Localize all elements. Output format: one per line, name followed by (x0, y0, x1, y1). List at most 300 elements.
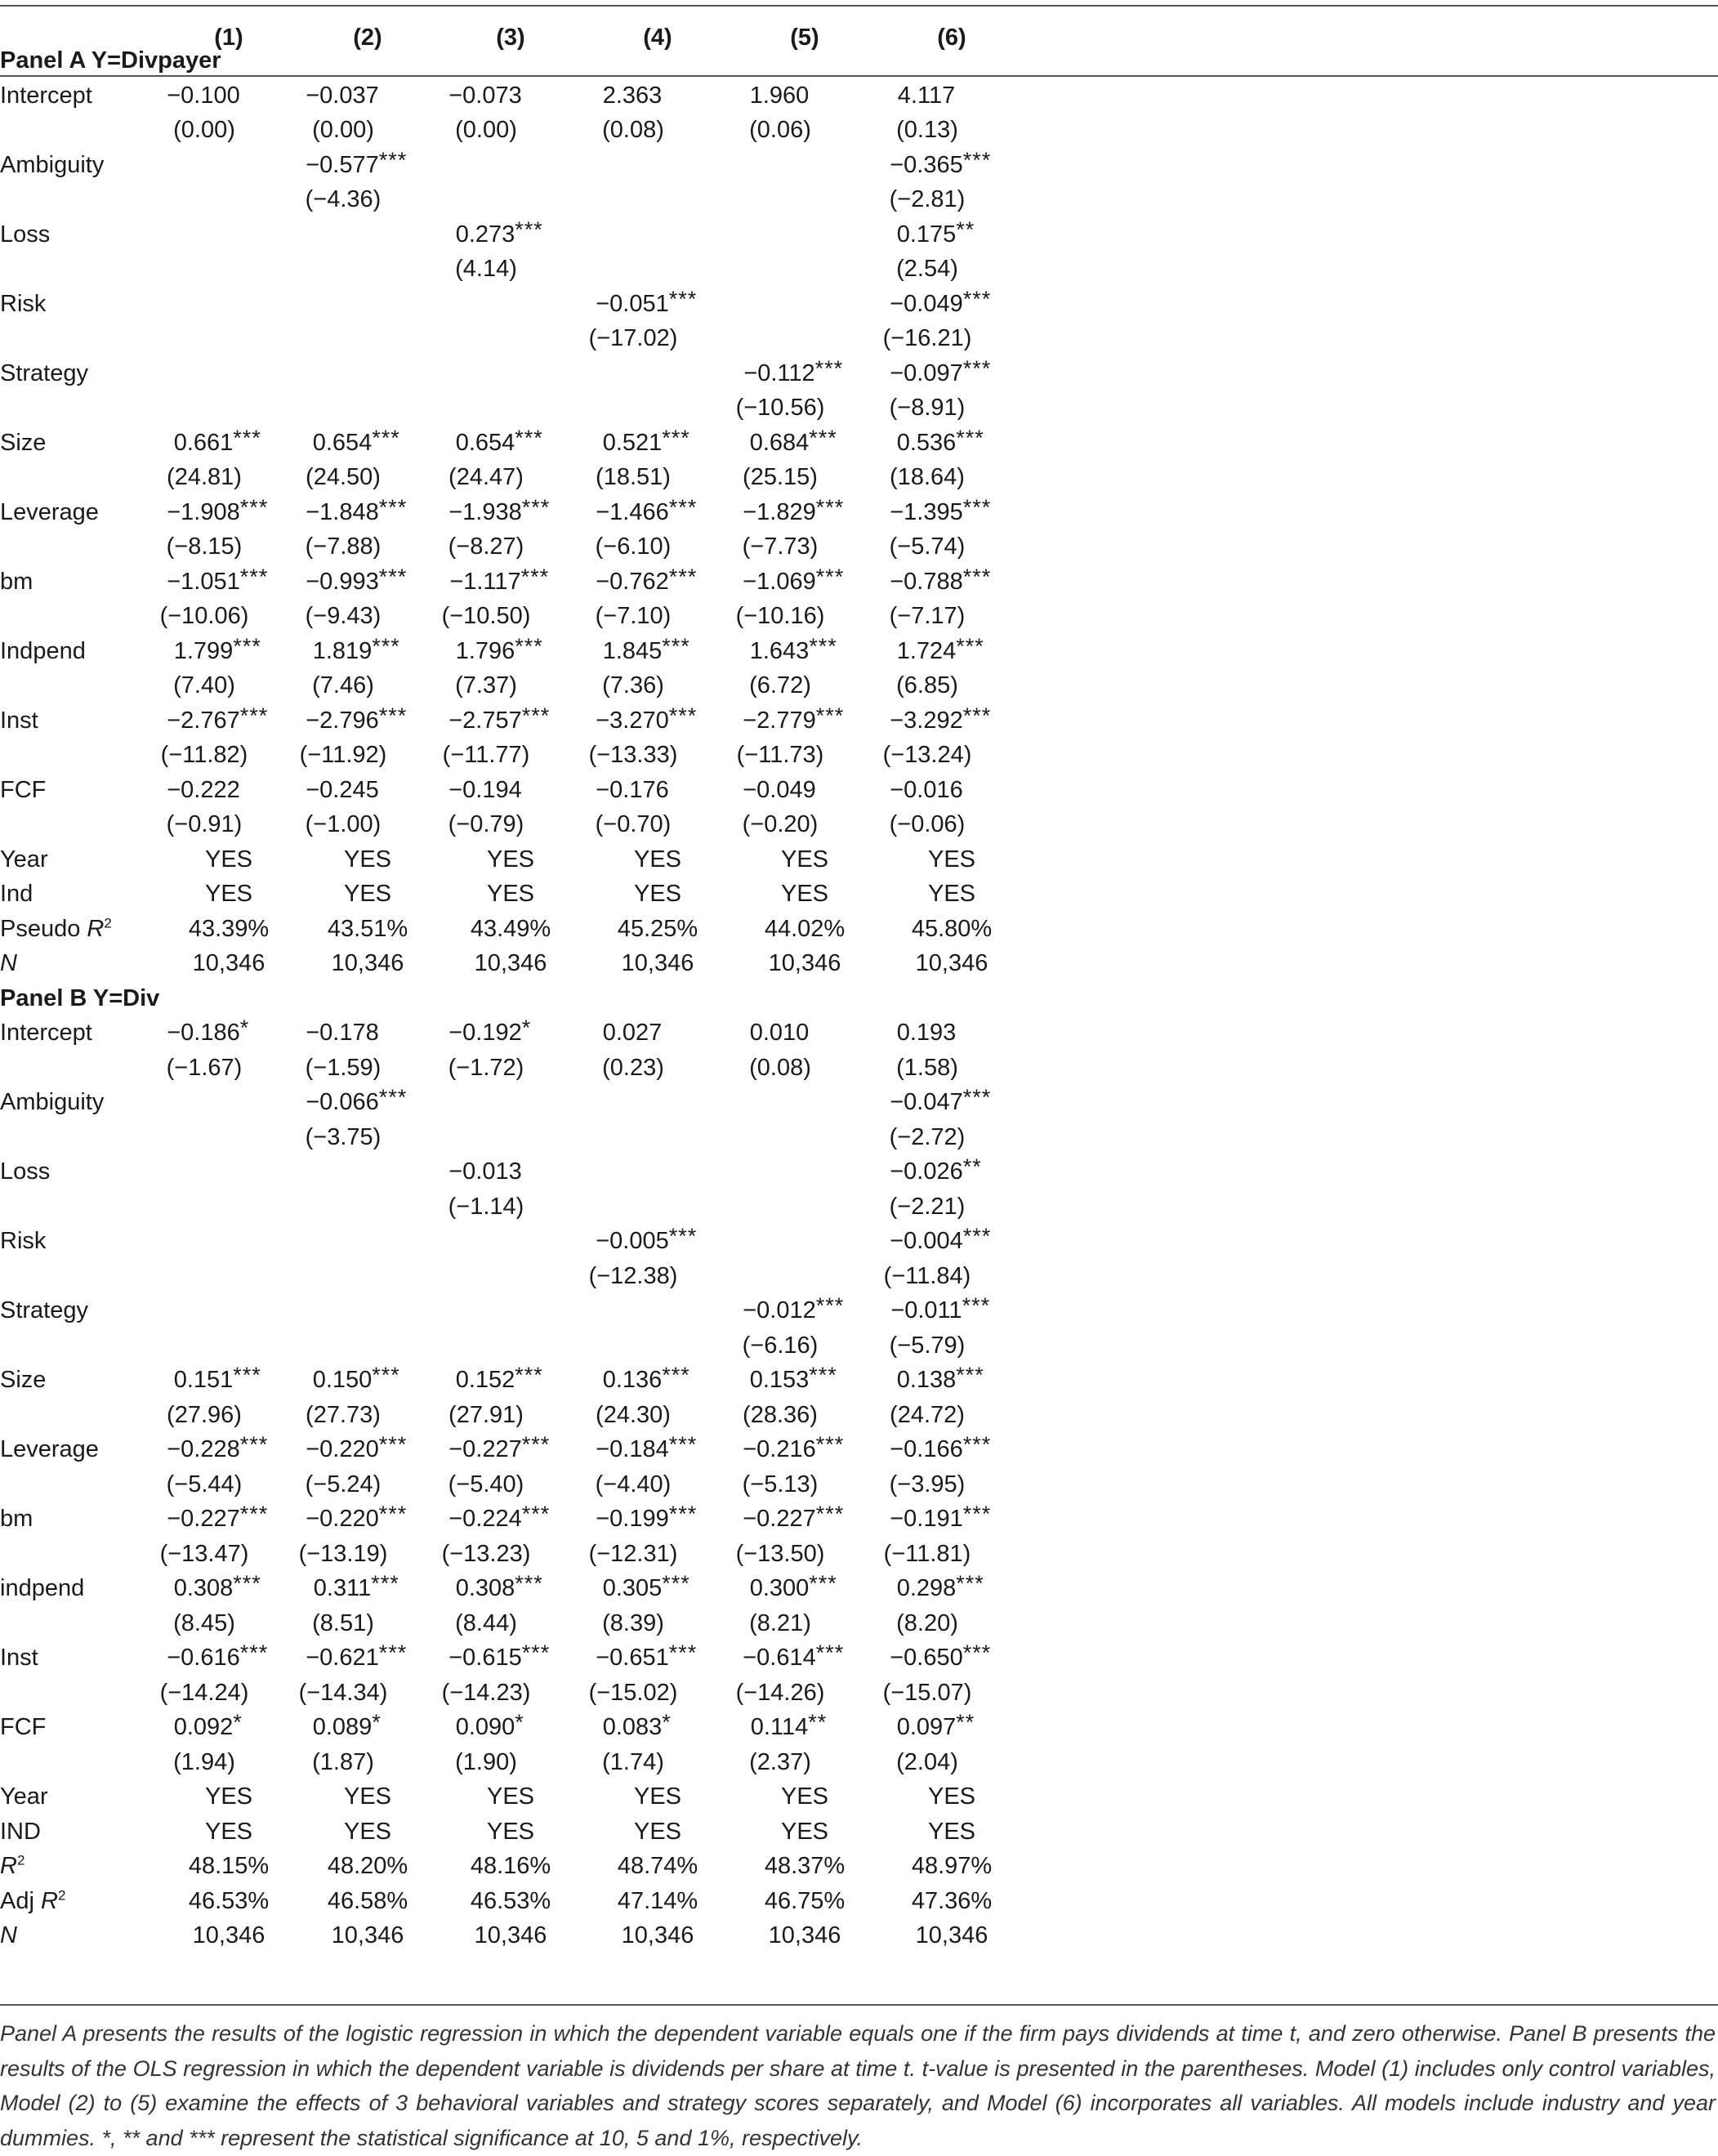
t-value-cell: (−7.17) (889, 603, 966, 629)
coefficient-value: 0.308 (455, 1575, 515, 1601)
coefficient-value: −0.227 (448, 1436, 522, 1462)
row-label-text: FCF (0, 776, 47, 803)
coefficient-value: −0.049 (890, 290, 963, 317)
summary-stat-cell: 46.53% (188, 1887, 270, 1914)
coefficient-value: 1.845 (602, 637, 663, 664)
coefficient-value: −2.779 (743, 707, 816, 734)
coefficient-value: −0.220 (306, 1436, 379, 1462)
coefficient-cell (829, 634, 1074, 668)
significance-stars: *** (668, 1432, 698, 1457)
significance-stars: *** (668, 1640, 698, 1665)
row-label-text: Size (0, 429, 47, 456)
summary-stat-cell: 48.97% (911, 1853, 993, 1879)
significance-stars: *** (668, 1224, 698, 1248)
coefficient-value: −0.993 (306, 568, 379, 595)
row-label-text: Inst (0, 707, 38, 734)
coefficient-cell (829, 773, 1074, 807)
summary-stat-cell: 48.20% (327, 1853, 408, 1879)
t-value-cell: (−7.88) (305, 533, 382, 560)
coefficient-cell (829, 1571, 1074, 1605)
t-value-cell: (8.20) (896, 1609, 958, 1636)
significance-stars: * (239, 1016, 250, 1040)
summary-stat-cell: YES (486, 1818, 535, 1845)
row-label (0, 1815, 41, 1849)
row-label (0, 1710, 46, 1744)
coefficient-cell (829, 287, 1074, 321)
significance-stars: *** (372, 1363, 400, 1387)
t-value-cell: (−12.38) (588, 1262, 678, 1289)
significance-stars: *** (233, 1571, 261, 1596)
summary-stat-cell: 10,346 (331, 1922, 404, 1948)
summary-stat-cell: 46.53% (470, 1887, 551, 1914)
coefficient-value: 0.027 (602, 1020, 663, 1046)
significance-stars: *** (378, 1640, 408, 1665)
significance-stars: *** (515, 633, 543, 658)
coefficient-cell (245, 148, 490, 182)
summary-stat-cell: YES (927, 846, 976, 873)
coefficient-cell (829, 1224, 1074, 1258)
t-value-cell: (−14.23) (441, 1679, 531, 1706)
t-value-cell: (2.04) (896, 1748, 958, 1775)
t-value-cell: (−2.72) (889, 1123, 966, 1150)
row-label-text: IND (0, 1818, 41, 1845)
row-label-text: Ambiguity (0, 1089, 105, 1115)
column-header: (1) (214, 25, 243, 51)
row-label (0, 217, 50, 252)
row-label-italic: R (40, 1887, 58, 1914)
t-value-cell: (−5.44) (166, 1471, 243, 1498)
coefficient-value: −0.228 (167, 1436, 240, 1462)
t-value-cell: (8.39) (602, 1609, 664, 1636)
significance-stars: *** (962, 355, 992, 381)
coefficient-cell (829, 1016, 1074, 1050)
t-value-cell: (4.14) (455, 256, 517, 282)
t-value-cell: (1.87) (312, 1748, 374, 1775)
row-label (0, 877, 33, 911)
summary-stat-cell: 48.16% (470, 1853, 551, 1879)
column-header: (5) (790, 25, 819, 51)
coefficient-value: 0.661 (173, 429, 234, 456)
significance-stars: *** (815, 703, 845, 728)
t-value-cell: (0.08) (749, 1054, 811, 1081)
table-footnote: Panel A presents the results of the logistic regression in which the dependent variable equals one if the firm pays dividends at time t, and zero otherwise. Panel B presents the results of the OLS regression in which the dependent variable is dividends per share at time t. t-value is presented in the parentheses. Model (1) includes only control variables, Model (2) to (5) examine the effects of 3 behavioral variables and strategy scores separately, and Model (6) incorporates all variables. All models include industry and year dummies. *, ** and *** represent the statistical significance at 10, 5 and 1%, respectively. (0, 2021, 1716, 2150)
significance-stars: *** (521, 1640, 551, 1665)
coefficient-cell (245, 1085, 490, 1119)
coefficient-value: −0.192 (448, 1020, 522, 1046)
table-top-rule (0, 5, 1718, 7)
row-label (0, 1224, 46, 1258)
coefficient-value: −0.615 (448, 1645, 522, 1671)
row-label (0, 78, 92, 113)
column-header: (6) (937, 25, 966, 51)
coefficient-value: −0.194 (448, 776, 522, 803)
coefficient-value: −1.395 (890, 498, 963, 525)
coefficient-value: 0.097 (896, 1714, 957, 1740)
row-label-text: Leverage (0, 498, 99, 525)
significance-stars: *** (239, 1432, 269, 1457)
significance-stars: *** (962, 1224, 992, 1248)
t-value-cell: (7.40) (173, 672, 235, 699)
coefficient-value: −0.227 (743, 1506, 816, 1532)
coefficient-value: −0.016 (890, 776, 963, 803)
row-label-text: Inst (0, 1645, 38, 1671)
row-label (0, 1571, 84, 1605)
t-value-cell: (25.15) (743, 464, 818, 490)
summary-stat-cell: 46.75% (764, 1887, 846, 1914)
coefficient-value: −0.616 (167, 1645, 240, 1671)
row-label-text: Adj (0, 1887, 41, 1914)
row-label (0, 1640, 38, 1675)
significance-stars: *** (520, 564, 550, 589)
significance-stars: *** (371, 1571, 399, 1596)
summary-stat-cell: YES (343, 881, 392, 907)
coefficient-value: 0.153 (749, 1367, 810, 1393)
row-label-text: bm (0, 568, 33, 595)
summary-stat-cell: 10,346 (192, 1922, 266, 1948)
t-value-cell: (−11.84) (883, 1262, 971, 1289)
coefficient-value: −0.227 (167, 1506, 240, 1532)
row-label-text: Loss (0, 1158, 51, 1185)
t-value-cell: (−11.81) (883, 1540, 971, 1567)
summary-stat-cell: YES (204, 1818, 253, 1845)
coefficient-value: −0.097 (890, 359, 963, 386)
row-label (0, 426, 46, 460)
significance-stars: *** (956, 633, 984, 658)
coefficient-value: −0.365 (890, 151, 963, 178)
row-label (0, 773, 46, 807)
t-value-cell: (−3.95) (889, 1471, 966, 1498)
significance-stars: *** (233, 425, 261, 450)
summary-stat-cell: 10,346 (474, 950, 547, 976)
significance-stars: * (233, 1710, 243, 1734)
t-value-cell: (27.73) (306, 1401, 381, 1428)
t-value-cell: (−13.33) (588, 742, 678, 768)
significance-stars: *** (515, 425, 543, 450)
t-value-cell: (0.13) (896, 117, 958, 143)
significance-stars: *** (815, 494, 845, 520)
summary-stat-cell: YES (204, 881, 253, 907)
t-value-cell: (−5.13) (742, 1471, 819, 1498)
t-value-cell: (−13.24) (882, 742, 972, 768)
coefficient-cell (829, 1710, 1074, 1744)
summary-stat-cell: 10,346 (621, 1922, 694, 1948)
significance-stars: * (515, 1710, 524, 1734)
t-value-cell: (24.50) (306, 464, 381, 490)
significance-stars: *** (662, 425, 690, 450)
t-value-cell: (−1.00) (305, 811, 382, 837)
row-label-superscript: 2 (57, 1886, 66, 1903)
coefficient-value: −2.796 (306, 707, 379, 734)
row-label (0, 1293, 88, 1328)
coefficient-cell (535, 1224, 780, 1258)
coefficient-cell (388, 1154, 633, 1189)
coefficient-cell (829, 1640, 1074, 1675)
t-value-cell: (−6.10) (595, 533, 672, 560)
t-value-cell: (−5.74) (889, 533, 966, 560)
coefficient-value: 0.654 (455, 429, 515, 456)
t-value-cell: (−1.67) (166, 1054, 243, 1081)
significance-stars: *** (962, 703, 992, 728)
coefficient-value: −0.004 (890, 1228, 963, 1254)
significance-stars: *** (962, 286, 992, 311)
coefficient-value: 0.114 (750, 1714, 809, 1740)
significance-stars: *** (372, 633, 400, 658)
significance-stars: ** (808, 1710, 828, 1734)
row-label-text: Year (0, 846, 48, 873)
t-value-cell: (18.64) (890, 464, 965, 490)
coefficient-value: −0.112 (743, 359, 815, 386)
t-value-cell: (−4.36) (305, 186, 382, 212)
summary-stat-cell: 43.51% (327, 915, 408, 942)
coefficient-value: 0.175 (896, 221, 957, 248)
coefficient-value: 2.363 (602, 82, 663, 109)
row-label-text: FCF (0, 1714, 47, 1740)
summary-stat-cell: 10,346 (621, 950, 694, 976)
row-label-text: Indpend (0, 637, 86, 664)
coefficient-value: −0.073 (448, 82, 522, 109)
t-value-cell: (24.72) (890, 1401, 965, 1428)
coefficient-value: −1.938 (448, 498, 522, 525)
t-value-cell: (24.30) (596, 1401, 671, 1428)
row-label-text: bm (0, 1506, 33, 1532)
coefficient-cell (829, 495, 1074, 529)
coefficient-value: −0.037 (306, 82, 379, 109)
significance-stars: *** (521, 494, 551, 520)
row-label-superscript: 2 (104, 914, 112, 931)
summary-stat-cell: 43.39% (188, 915, 270, 942)
t-value-cell: (−11.73) (736, 742, 824, 768)
coefficient-value: 0.300 (749, 1575, 810, 1601)
coefficient-value: 0.092 (173, 1714, 234, 1740)
significance-stars: *** (962, 1502, 992, 1526)
t-value-cell: (−0.06) (889, 811, 966, 837)
row-label (0, 703, 38, 738)
t-value-cell: (−6.16) (742, 1332, 819, 1359)
row-label-italic: R (0, 1853, 17, 1879)
summary-stat-cell: 10,346 (192, 950, 266, 976)
t-value-cell: (0.00) (312, 117, 374, 143)
significance-stars: *** (662, 1363, 690, 1387)
coefficient-value: −1.117 (449, 568, 521, 595)
t-value-cell: (−0.70) (595, 811, 672, 837)
coefficient-value: −1.848 (306, 498, 379, 525)
significance-stars: *** (662, 633, 690, 658)
significance-stars: *** (378, 564, 408, 589)
coefficient-value: −1.829 (743, 498, 816, 525)
coefficient-cell (829, 148, 1074, 182)
significance-stars: *** (962, 1293, 991, 1318)
row-label (0, 1502, 33, 1536)
t-value-cell: (7.46) (312, 672, 374, 699)
coefficient-value: −2.767 (167, 707, 240, 734)
t-value-cell: (−8.27) (448, 533, 524, 560)
t-value-cell: (−1.59) (305, 1054, 382, 1081)
t-value-cell: (−14.34) (298, 1679, 388, 1706)
row-label-text: Intercept (0, 82, 92, 109)
row-label-italic: R (87, 915, 105, 942)
coefficient-value: 1.643 (749, 637, 810, 664)
coefficient-cell (388, 217, 633, 252)
column-header: (4) (643, 25, 672, 51)
coefficient-value: 1.724 (896, 637, 957, 664)
significance-stars: *** (815, 1640, 845, 1665)
significance-stars: *** (668, 564, 698, 589)
coefficient-value: −1.069 (743, 568, 816, 595)
significance-stars: *** (372, 425, 400, 450)
t-value-cell: (−0.79) (448, 811, 524, 837)
summary-stat-cell: 48.74% (617, 1853, 698, 1879)
t-value-cell: (−17.02) (588, 325, 678, 351)
coefficient-value: −0.199 (596, 1506, 669, 1532)
summary-stat-cell: YES (633, 846, 682, 873)
coefficient-value: −0.614 (743, 1645, 816, 1671)
significance-stars: *** (239, 564, 269, 589)
t-value-cell: (−7.73) (742, 533, 819, 560)
t-value-cell: (6.72) (749, 672, 811, 699)
significance-stars: *** (809, 425, 837, 450)
t-value-cell: (24.47) (448, 464, 524, 490)
significance-stars: *** (378, 1432, 408, 1457)
coefficient-cell (829, 1085, 1074, 1119)
coefficient-cell (829, 703, 1074, 738)
significance-stars: *** (814, 355, 844, 381)
coefficient-value: 0.684 (749, 429, 810, 456)
coefficient-value: 0.083 (602, 1714, 663, 1740)
t-value-cell: (−12.31) (588, 1540, 678, 1567)
significance-stars: *** (668, 286, 698, 311)
row-label (0, 495, 99, 529)
coefficient-value: −0.178 (306, 1020, 379, 1046)
summary-stat-cell: YES (780, 846, 829, 873)
significance-stars: *** (239, 494, 269, 520)
row-label (0, 1884, 65, 1918)
row-label (0, 1363, 46, 1397)
panel-title: Panel A Y=Divpayer (0, 47, 221, 74)
row-label (0, 634, 86, 668)
coefficient-value: 0.308 (173, 1575, 234, 1601)
summary-stat-cell: YES (780, 881, 829, 907)
summary-stat-cell: 10,346 (768, 1922, 841, 1948)
row-label-text: Strategy (0, 1297, 88, 1324)
t-value-cell: (0.00) (455, 117, 517, 143)
summary-stat-cell: 44.02% (764, 915, 846, 942)
significance-stars: *** (378, 703, 408, 728)
summary-stat-cell: YES (780, 1818, 829, 1845)
summary-stat-cell: YES (343, 1783, 392, 1810)
row-label-text: indpend (0, 1575, 85, 1601)
coefficient-value: −0.762 (596, 568, 669, 595)
t-value-cell: (−9.43) (305, 603, 382, 629)
t-value-cell: (−8.15) (166, 533, 243, 560)
t-value-cell: (−3.75) (305, 1123, 382, 1150)
significance-stars: *** (239, 1502, 269, 1526)
coefficient-value: −0.222 (167, 776, 240, 803)
t-value-cell: (7.36) (602, 672, 664, 699)
coefficient-value: −0.176 (596, 776, 669, 803)
t-value-cell: (1.74) (602, 1748, 664, 1775)
coefficient-value: −0.245 (306, 776, 379, 803)
summary-stat-cell: YES (204, 1783, 253, 1810)
significance-stars: *** (233, 633, 261, 658)
coefficient-value: −0.216 (743, 1436, 816, 1462)
t-value-cell: (8.51) (312, 1609, 374, 1636)
row-label-text: Leverage (0, 1436, 99, 1462)
coefficient-value: 1.796 (455, 637, 515, 664)
row-label-text: Risk (0, 1228, 47, 1254)
t-value-cell: (−0.91) (166, 811, 243, 837)
summary-stat-cell: 10,346 (768, 950, 841, 976)
coefficient-cell (829, 565, 1074, 599)
significance-stars: *** (962, 1640, 992, 1665)
significance-stars: *** (956, 425, 984, 450)
row-label-text: Ind (0, 881, 33, 907)
row-label (0, 1849, 25, 1883)
significance-stars: *** (378, 147, 408, 172)
coefficient-value: −0.005 (596, 1228, 669, 1254)
coefficient-value: 1.960 (749, 82, 810, 109)
t-value-cell: (−14.24) (159, 1679, 249, 1706)
t-value-cell: (−15.02) (588, 1679, 678, 1706)
t-value-cell: (24.81) (167, 464, 242, 490)
summary-stat-cell: 48.15% (188, 1853, 270, 1879)
row-label-text: Size (0, 1367, 47, 1393)
t-value-cell: (−15.07) (882, 1679, 972, 1706)
t-value-cell: (−0.20) (742, 811, 819, 837)
row-label (0, 1779, 48, 1814)
t-value-cell: (−10.56) (735, 395, 825, 421)
t-value-cell: (8.44) (455, 1609, 517, 1636)
row-label (0, 1918, 17, 1953)
summary-stat-cell: YES (204, 846, 253, 873)
coefficient-cell (829, 1154, 1074, 1189)
t-value-cell: (−2.21) (889, 1193, 966, 1220)
significance-stars: *** (809, 1571, 837, 1596)
row-label (0, 1432, 99, 1466)
summary-stat-cell: YES (343, 846, 392, 873)
coefficient-value: −1.908 (167, 498, 240, 525)
row-label (0, 1154, 50, 1189)
coefficient-value: −1.051 (167, 568, 240, 595)
significance-stars: * (372, 1710, 382, 1734)
summary-stat-cell: 48.37% (764, 1853, 846, 1879)
t-value-cell: (−16.21) (882, 325, 972, 351)
coefficient-cell (829, 1363, 1074, 1397)
row-label (0, 356, 88, 391)
t-value-cell: (−11.82) (160, 742, 248, 768)
t-value-cell: (−11.77) (442, 742, 530, 768)
t-value-cell: (28.36) (743, 1401, 818, 1428)
coefficient-value: 0.150 (312, 1367, 373, 1393)
coefficient-value: −0.026 (890, 1158, 963, 1185)
significance-stars: *** (815, 1432, 845, 1457)
t-value-cell: (1.94) (173, 1748, 235, 1775)
coefficient-cell (535, 287, 780, 321)
t-value-cell: (−10.50) (441, 603, 531, 629)
coefficient-value: 0.152 (455, 1367, 515, 1393)
significance-stars: *** (668, 494, 698, 520)
significance-stars: *** (378, 1502, 408, 1526)
summary-stat-cell: YES (927, 1818, 976, 1845)
row-label-text: Risk (0, 290, 47, 317)
t-value-cell: (2.37) (749, 1748, 811, 1775)
row-label-italic: N (0, 950, 17, 976)
coefficient-cell (829, 78, 1074, 113)
t-value-cell: (27.91) (448, 1401, 524, 1428)
row-label-text: Year (0, 1783, 48, 1810)
summary-stat-cell: YES (486, 846, 535, 873)
t-value-cell: (−13.50) (735, 1540, 825, 1567)
t-value-cell: (6.85) (896, 672, 958, 699)
